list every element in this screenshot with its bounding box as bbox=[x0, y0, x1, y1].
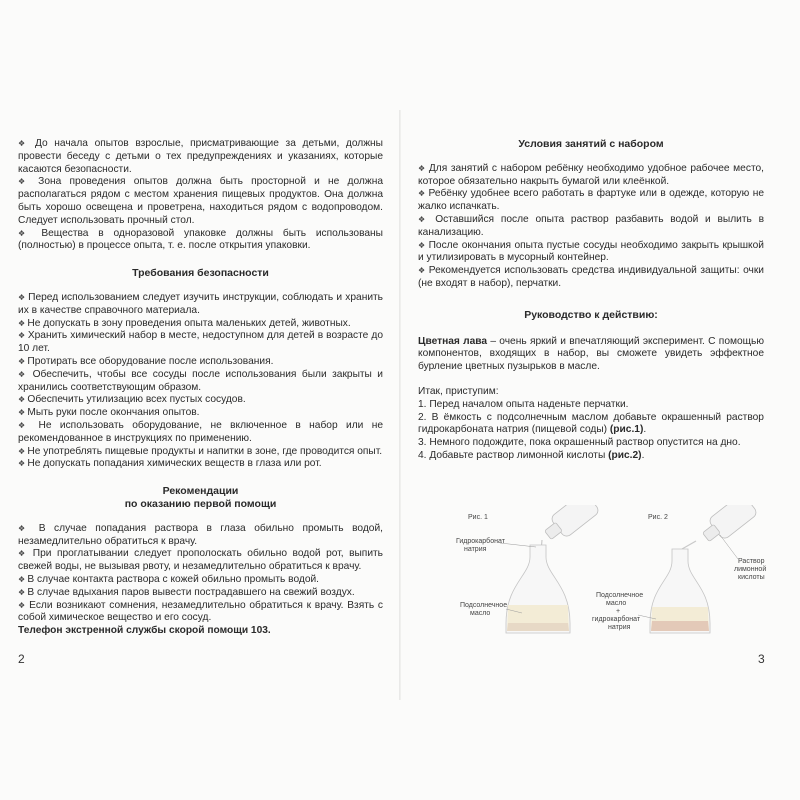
fig1-bottle-label: натрия bbox=[464, 546, 487, 553]
right-page bbox=[418, 138, 764, 463]
safety-item: ❖ Мыть руки после окончания опытов. bbox=[18, 407, 383, 420]
emergency-phone: Телефон экстренной службы скорой помощи 103. bbox=[18, 625, 271, 637]
lava-text: – очень яркий и впечатляющий эксперимент. С помощью компонентов, входящих в набор, вы сможете увидеть эффектное бурление цветных пузырьков в масле. bbox=[418, 335, 764, 373]
fig1-oil-label: масло bbox=[470, 610, 491, 617]
fig1-oil-label: Подсолнечное bbox=[460, 602, 508, 609]
safety-item: ❖ Не использовать оборудование, не включенное в набор или не рекомендованное в инструкциях по применению. bbox=[18, 420, 383, 446]
safety-item: ❖ Не допускать в зону проведения опыта маленьких детей, животных. bbox=[18, 318, 383, 331]
fig2-bottle-label: Раствор bbox=[738, 558, 765, 565]
fig1-bottle-label: Гидрокарбонат bbox=[456, 538, 505, 545]
page-fold bbox=[399, 110, 401, 700]
firstaid-item: ❖ В случае вдыхания паров вывести пострадавшего на свежий воздух. bbox=[18, 587, 383, 600]
fig2-pouring-bottle bbox=[698, 505, 758, 548]
lava-title: Цветная лава bbox=[418, 335, 488, 347]
fig2-mix-label: + bbox=[616, 608, 621, 615]
firstaid-item: ❖ При проглатывании следует прополоскать обильно водой рот, выпить свежей воды, не вызывая рвоту, и незамедлительно обратиться к врачу. bbox=[18, 548, 383, 574]
firstaid-item: ❖ В случае попадания раствора в глаза обильно промыть водой, незамедлительно обратиться к врачу. bbox=[18, 523, 383, 549]
figure-reference: (рис.1) bbox=[609, 424, 644, 436]
step-item: 4. Добавьте раствор лимонной кислоты (рис.2). bbox=[418, 449, 645, 461]
fig2-bottle-label: лимонной bbox=[734, 566, 767, 573]
experiment-illustration bbox=[420, 505, 780, 655]
step-text: Немного подождите, пока окрашенный раствор опустится на дно. bbox=[429, 437, 741, 449]
step-item bbox=[418, 399, 764, 412]
conditions-heading: Условия занятий с набором bbox=[518, 138, 664, 150]
step-text: Добавьте раствор лимонной кислоты bbox=[429, 449, 609, 461]
fig2-flask bbox=[650, 549, 710, 633]
fig1-pouring-bottle bbox=[540, 505, 600, 546]
safety-item: ❖ Перед использованием следует изучить инструкции, соблюдать и хранить их в качестве справочного материала. bbox=[18, 292, 383, 318]
firstaid-heading-line2: по оказанию первой помощи bbox=[124, 497, 277, 510]
left-page bbox=[18, 138, 383, 638]
safety-heading: Требования безопасности bbox=[132, 267, 269, 280]
intro-paragraph: ❖ Вещества в одноразовой упаковке должны быть использованы (полностью) в процессе опыта, т. е. после открытия упаковки. bbox=[18, 228, 383, 254]
safety-item: ❖ Обеспечить утилизацию всех пустых сосудов. bbox=[18, 394, 383, 407]
fig2-mix-label: Подсолнечное bbox=[596, 592, 644, 599]
fig2-mix-label: гидрокарбонат bbox=[592, 616, 641, 623]
conditions-item: ❖ Оставшийся после опыта раствор разбавить водой и вылить в канализацию. bbox=[418, 214, 764, 240]
steps-intro: Итак, приступим: bbox=[418, 385, 499, 397]
safety-item: ❖ Не употреблять пищевые продукты и напитки в зоне, где проводится опыт. bbox=[18, 446, 383, 459]
firstaid-item: ❖ Если возникают сомнения, незамедлительно обратиться к врачу. Взять с собой химическое вещество и его сосуд. bbox=[18, 600, 383, 626]
step-number: 2. bbox=[418, 411, 427, 423]
fig2-mix-label: масло bbox=[606, 600, 627, 607]
step-number: 4. bbox=[418, 449, 427, 461]
fig1-label: Рис. 1 bbox=[468, 514, 488, 521]
step-item: 2. В ёмкость с подсолнечным маслом добавьте окрашенный раствор гидрокарбоната натрия (пищевой соды) (рис.1). bbox=[418, 411, 764, 436]
fig2-mix-label: натрия bbox=[608, 624, 631, 631]
step-text: В ёмкость с подсолнечным маслом добавьте окрашенный раствор гидрокарбоната натрия (пищевой соды) bbox=[418, 411, 764, 436]
guide-heading: Руководство к действию: bbox=[524, 308, 658, 321]
firstaid-heading-line1: Рекомендации bbox=[162, 485, 239, 498]
step-text: Перед началом опыта наденьте перчатки. bbox=[429, 398, 629, 410]
fig2-bottle-label: кислоты bbox=[738, 574, 765, 581]
safety-item: ❖ Протирать все оборудование после использования. bbox=[18, 356, 383, 369]
fig2-label: Рис. 2 bbox=[648, 514, 668, 521]
figure-reference: (рис.2) bbox=[608, 449, 642, 461]
fig1-flask bbox=[506, 545, 570, 633]
step-item bbox=[418, 437, 764, 450]
step-number: 3. bbox=[418, 437, 427, 449]
safety-item: ❖ Хранить химический набор в месте, недоступном для детей в возрасте до 10 лет. bbox=[18, 330, 383, 356]
conditions-item: ❖ Ребёнку удобнее всего работать в фартуке или в одежде, которую не жалко испачкать. bbox=[418, 188, 764, 214]
page-number-right: 3 bbox=[758, 652, 765, 666]
safety-item: ❖ Обеспечить, чтобы все сосуды после использования были закрыты и хранились соответствующим образом. bbox=[18, 369, 383, 395]
page-number-left: 2 bbox=[18, 652, 25, 666]
safety-item: ❖ Не допускать попадания химических веществ в глаза или рот. bbox=[18, 458, 383, 471]
intro-paragraph: ❖ До начала опытов взрослые, присматривающие за детьми, должны провести беседу с детьми о тех предупреждениях и указаниях, которые касаются безопасности. bbox=[18, 138, 383, 176]
step-number: 1. bbox=[418, 398, 427, 410]
conditions-item: ❖ Рекомендуется использовать средства индивидуальной защиты: очки (не входят в набор), перчатки. bbox=[418, 265, 764, 291]
experiment-illustration-svg bbox=[420, 505, 780, 655]
lava-description bbox=[418, 336, 764, 374]
conditions-item: ❖ Для занятий с набором ребёнку необходимо удобное рабочее место, которое обязательно накрыть бумагой или клеёнкой. bbox=[418, 163, 764, 189]
firstaid-item: ❖ В случае контакта раствора с кожей обильно промыть водой. bbox=[18, 574, 383, 587]
conditions-item: ❖ После окончания опыта пустые сосуды необходимо закрыть крышкой и утилизировать в мусорный контейнер. bbox=[418, 240, 764, 266]
intro-paragraph: ❖ Зона проведения опытов должна быть просторной и не должна располагаться рядом с местом хранения пищевых продуктов. Она должна быть хорошо освещена и проветрена, находиться рядом с водопроводом. Следует использовать прочный стол. bbox=[18, 176, 383, 227]
